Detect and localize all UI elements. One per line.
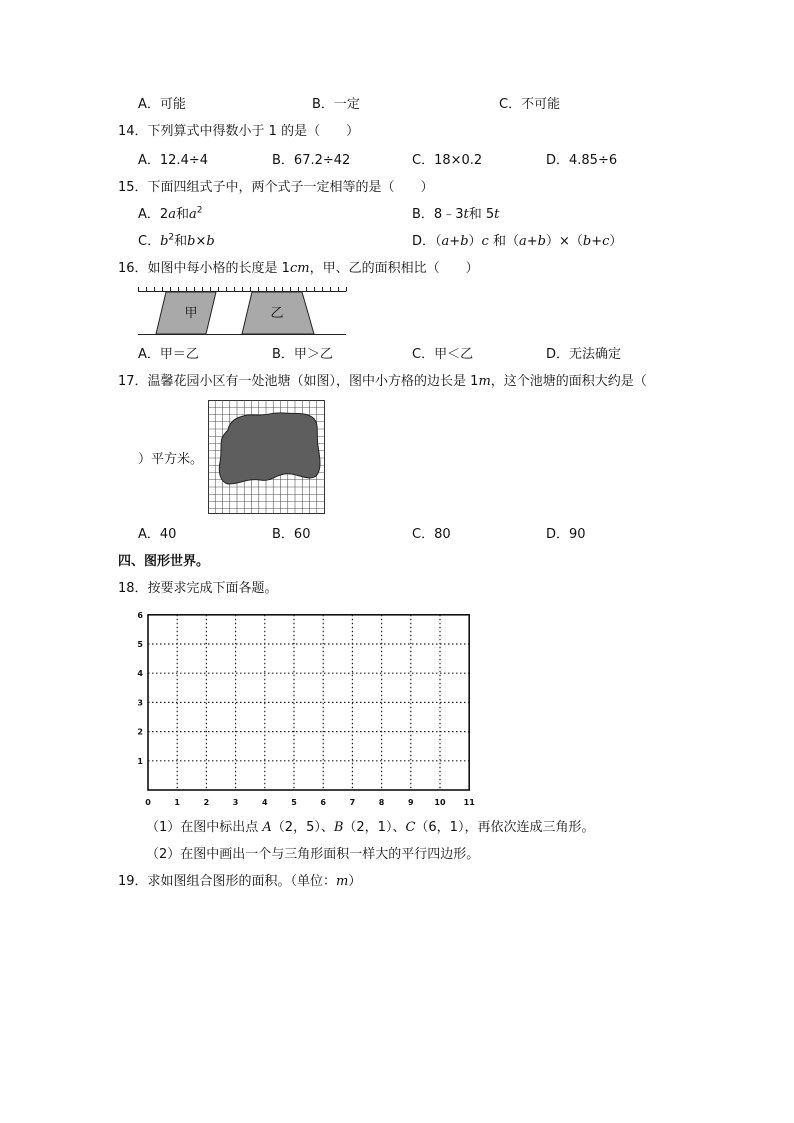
pond-shape xyxy=(219,413,320,484)
q16-option-c: C．甲＜乙 xyxy=(412,347,474,362)
y-tick-label: 3 xyxy=(137,698,143,708)
x-tick-label: 2 xyxy=(203,798,210,807)
x-tick-label: 6 xyxy=(320,798,326,807)
y-tick-label: 4 xyxy=(137,669,143,679)
q15-option-a: A．2a和$a^2$ xyxy=(138,205,203,222)
q16-option-a: A．甲＝乙 xyxy=(138,347,199,362)
q13-option-b: B．一定 xyxy=(312,97,360,112)
x-tick-label: 11 xyxy=(463,798,475,807)
q14-option-d: D．4.85÷6 xyxy=(546,153,618,168)
q14-option-a: A．12.4÷4 xyxy=(138,153,209,168)
q18-sub2: （2）在图中画出一个与三角形面积一样大的平行四边形。 xyxy=(146,847,480,862)
x-tick-label: 4 xyxy=(262,798,268,807)
label-yi: 乙 xyxy=(270,306,284,321)
q14-option-b: B．67.2÷42 xyxy=(272,153,351,168)
q17-option-c: C．80 xyxy=(412,527,451,542)
q17-option-a: A．40 xyxy=(138,527,177,542)
x-tick-label: 3 xyxy=(232,798,239,807)
q16-figure xyxy=(138,287,348,337)
x-tick-label: 1 xyxy=(174,798,180,807)
q17-option-b: B．60 xyxy=(272,527,311,542)
y-tick-label: 1 xyxy=(137,756,143,766)
q13-option-c: C．不可能 xyxy=(499,97,561,112)
q14-option-c: C．18×0.2 xyxy=(412,153,483,168)
q15-stem: 15．下面四组式子中，两个式子一定相等的是（ ） xyxy=(118,180,434,195)
x-tick-label: 5 xyxy=(291,798,297,807)
q15-option-c: C．$b^2$和b×b xyxy=(138,232,215,249)
q17-pond-figure xyxy=(208,400,326,516)
q14-stem: 14．下列算式中得数小于 1 的是（ ） xyxy=(118,124,360,139)
q19-stem: 19．求如图组合图形的面积。（单位：m） xyxy=(118,874,362,889)
y-tick-label: 5 xyxy=(137,640,143,649)
q18-sub1: （1）在图中标出点 A（2，5）、B（2，1）、C（6，1），再依次连成三角形。 xyxy=(146,820,595,835)
q16-stem: 16．如图中每小格的长度是 1cm，甲、乙的面积相比（ ） xyxy=(118,261,479,276)
x-tick-label: 9 xyxy=(408,798,414,807)
section-four-title: 四、图形世界。 xyxy=(118,554,210,569)
x-tick-label: 7 xyxy=(349,798,356,807)
x-tick-label: 10 xyxy=(434,798,446,807)
q13-option-a: A．可能 xyxy=(138,97,186,112)
x-tick-label: 8 xyxy=(378,798,385,807)
q16-option-b: B．甲＞乙 xyxy=(272,347,333,362)
q17-tail: ）平方米。 xyxy=(138,452,204,467)
y-tick-label: 6 xyxy=(137,610,143,620)
q17-option-d: D．90 xyxy=(546,527,586,542)
q15-option-d: D．（a+b）c 和（a+b）×（b+c） xyxy=(412,234,623,249)
x-tick-label: 0 xyxy=(145,798,151,807)
label-jia: 甲 xyxy=(184,306,198,321)
q18-stem: 18．按要求完成下面各题。 xyxy=(118,581,278,596)
q18-coordinate-grid xyxy=(136,606,486,810)
q15-option-b: B．8﹣3t和 5t xyxy=(412,207,500,222)
y-tick-label: 2 xyxy=(137,727,143,737)
q17-stem: 17．温馨花园小区有一处池塘（如图），图中小方格的边长是 1m，这个池塘的面积大约是（ xyxy=(118,374,647,389)
q16-option-d: D．无法确定 xyxy=(546,347,622,362)
